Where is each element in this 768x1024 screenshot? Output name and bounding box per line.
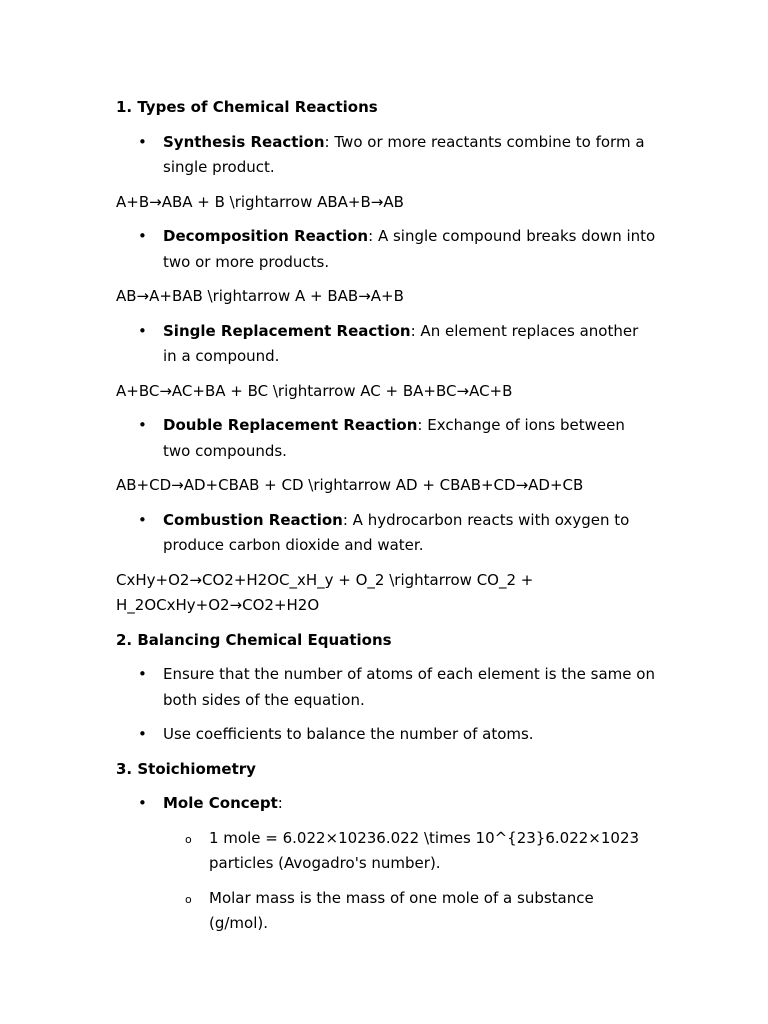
avogadro-text: 1 mole = 6.022×10236.022 \times 10^{23}6.022×1023 particles (Avogadro's number).: [209, 828, 640, 872]
description-synthesis: : Two or more reactants combine to form a single product.: [163, 132, 645, 176]
list-item-balancing-1: [116, 662, 656, 713]
term-double-replacement: Double Replacement Reaction: [163, 416, 418, 434]
section-heading-balancing: 2. Balancing Chemical Equations: [116, 630, 392, 649]
molar-mass-text: Molar mass is the mass of one mole of a substance (g/mol).: [209, 888, 594, 932]
mole-concept-colon: :: [277, 794, 283, 812]
list-item-combustion: [116, 508, 656, 559]
section-heading-types: 1. Types of Chemical Reactions: [116, 98, 378, 116]
bullet-icon: •: [138, 665, 147, 683]
list-item-balancing-2: [116, 722, 656, 748]
bullet-icon: •: [138, 510, 147, 529]
bullet-icon: •: [138, 416, 147, 434]
description-single-replacement: : An element replaces another in a compound.: [163, 321, 639, 365]
bullet-icon: •: [138, 725, 147, 743]
list-item-double-replacement: [116, 413, 656, 464]
term-synthesis: Synthesis Reaction: [163, 132, 325, 151]
equation-synthesis: A+B→ABA + B \rightarrow ABA+B→AB: [116, 192, 404, 211]
section-heading-stoichiometry: 3. Stoichiometry: [116, 759, 256, 778]
balancing-text-2: Use coefficients to balance the number of atoms.: [163, 725, 534, 743]
list-item-single-replacement: [116, 319, 656, 370]
document-page: [116, 95, 656, 946]
term-mole-concept: Mole Concept: [163, 794, 278, 812]
bullet-icon: •: [138, 321, 147, 340]
equation-combustion: CxHy+O2→CO2+H2OC_xH_y + O_2 \rightarrow CO_2 + H_2OCxHy+O2→CO2+H2O: [116, 570, 534, 614]
description-double-replacement: : Exchange of ions between two compounds.: [163, 416, 625, 460]
sub-item-avogadro: [116, 826, 656, 877]
sub-bullet-icon: o: [185, 892, 192, 906]
sub-item-molar-mass: [116, 886, 656, 937]
list-item-mole-concept: [116, 791, 656, 817]
description-combustion: : A hydrocarbon reacts with oxygen to produce carbon dioxide and water.: [163, 510, 630, 554]
list-item-decomposition: [116, 224, 656, 275]
equation-decomposition: AB→A+BAB \rightarrow A + BAB→A+B: [116, 287, 404, 305]
sub-bullet-icon: o: [185, 832, 192, 846]
term-single-replacement: Single Replacement Reaction: [163, 321, 411, 340]
equation-double-replacement: AB+CD→AD+CBAB + CD \rightarrow AD + CBAB+CD→AD+CB: [116, 476, 584, 494]
list-item-synthesis: [116, 130, 656, 181]
bullet-icon: •: [138, 227, 147, 245]
term-decomposition: Decomposition Reaction: [163, 227, 369, 245]
bullet-icon: •: [138, 794, 147, 812]
balancing-text-1: Ensure that the number of atoms of each element is the same on both sides of the equation.: [163, 665, 655, 709]
bullet-icon: •: [138, 132, 147, 151]
equation-single-replacement: A+BC→AC+BA + BC \rightarrow AC + BA+BC→AC+B: [116, 381, 513, 400]
description-decomposition: : A single compound breaks down into two or more products.: [163, 227, 656, 271]
term-combustion: Combustion Reaction: [163, 510, 343, 529]
